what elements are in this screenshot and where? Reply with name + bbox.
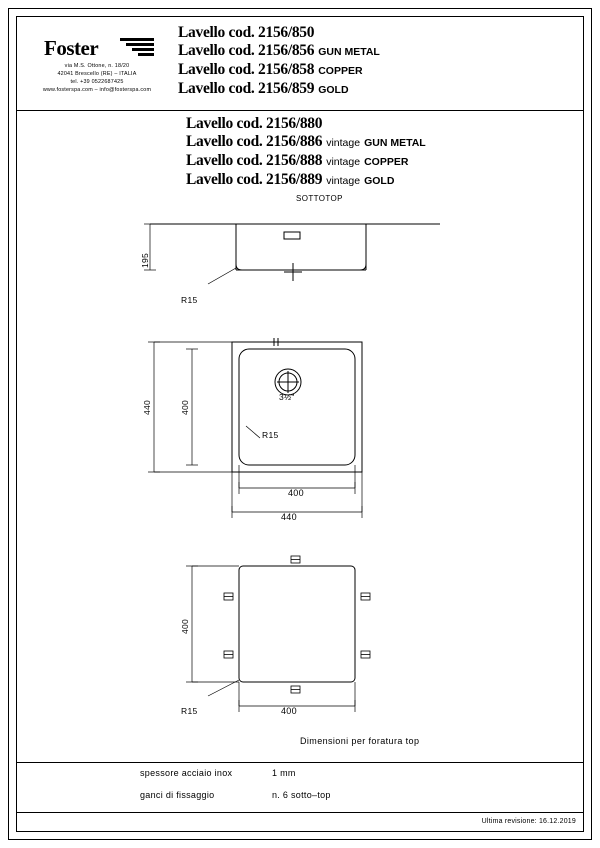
product-code: Lavello cod. 2156/850: [178, 24, 315, 41]
clips-label: ganci di fissaggio: [140, 790, 215, 800]
product-title-row: [186, 115, 586, 133]
cutout-radius-label: R15: [181, 706, 198, 716]
clips-value: n. 6 sotto–top: [272, 790, 331, 800]
product-code: Lavello cod. 2156/859: [178, 80, 315, 97]
product-code: Lavello cod. 2156/889: [186, 171, 323, 188]
side-view-drawing: [120, 206, 480, 316]
product-title-row: [186, 171, 586, 190]
product-finish: GOLD: [318, 84, 349, 96]
top-outer-depth-dimension: 440: [142, 399, 152, 415]
product-title-row: [178, 24, 578, 42]
address-line: www.fosterspa.com – info@fosterspa.com: [42, 87, 152, 93]
address-line: via M.S. Ottone, n. 18/20: [64, 63, 130, 69]
foster-stripes-icon: [120, 38, 154, 56]
top-outer-width-dimension: 440: [281, 512, 297, 522]
address-line: tel. +39 0522687425: [70, 79, 124, 85]
address-line: 42041 Brescello (RE) – ITALIA: [57, 71, 137, 77]
product-vintage-label: vintage: [326, 156, 361, 168]
notes-divider-bottom: [17, 812, 583, 813]
header-divider: [17, 110, 583, 111]
thickness-label: spessore acciaio inox: [140, 768, 233, 778]
side-height-dimension: 195: [140, 252, 150, 268]
cutout-width-dimension: 400: [281, 706, 297, 716]
product-finish: GUN METAL: [364, 137, 426, 149]
drain-size-label: 3½": [279, 392, 295, 402]
revision-text: Ultima revisione: 16.12.2019: [481, 818, 576, 825]
product-finish: GOLD: [364, 175, 395, 187]
product-title-row: [178, 80, 578, 99]
product-title-row: [178, 42, 578, 61]
cutout-view-caption: Dimensioni per foratura top: [300, 736, 420, 746]
side-radius-label: R15: [181, 295, 198, 305]
top-inner-width-dimension: 400: [288, 488, 304, 498]
product-title-row: [178, 61, 578, 80]
product-code: Lavello cod. 2156/880: [186, 115, 323, 132]
product-finish: COPPER: [364, 156, 409, 168]
product-code: Lavello cod. 2156/856: [178, 42, 315, 59]
top-inner-depth-dimension: 400: [180, 399, 190, 415]
product-vintage-label: vintage: [326, 137, 361, 149]
notes-divider-top: [17, 762, 583, 763]
company-name: Foster: [44, 36, 99, 60]
cutout-view-drawing: [120, 548, 480, 723]
product-code: Lavello cod. 2156/858: [178, 61, 315, 78]
company-logo: [22, 26, 172, 106]
side-view-caption: SOTTOTOP: [296, 194, 343, 203]
product-finish: GUN METAL: [318, 46, 380, 58]
product-finish: COPPER: [318, 65, 363, 77]
thickness-value: 1 mm: [272, 768, 296, 778]
product-title-row: [186, 152, 586, 171]
product-title-group-1: [178, 24, 578, 99]
product-title-row: [186, 133, 586, 152]
top-view-drawing: [120, 330, 480, 535]
product-vintage-label: vintage: [326, 175, 361, 187]
product-code: Lavello cod. 2156/886: [186, 133, 323, 150]
company-address: [22, 62, 172, 94]
product-code: Lavello cod. 2156/888: [186, 152, 323, 169]
product-title-group-2: [186, 115, 586, 190]
top-radius-label: R15: [262, 430, 279, 440]
cutout-depth-dimension: 400: [180, 618, 190, 634]
